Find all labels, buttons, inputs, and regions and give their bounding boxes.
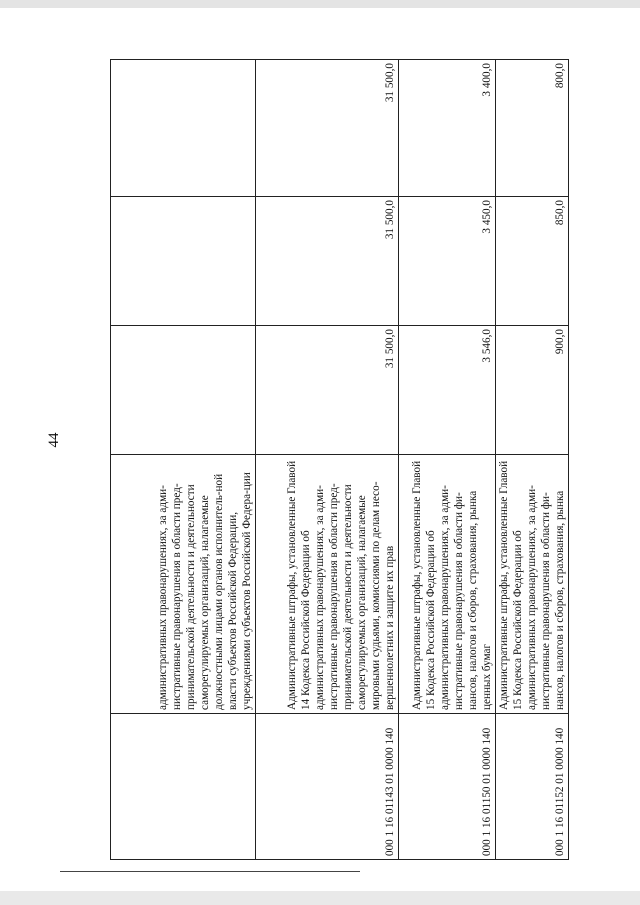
amount-cell-3: 800,0	[496, 60, 569, 197]
amount-cell-2: 3 450,0	[399, 197, 496, 326]
budget-code-cell: 000 1 16 01143 01 0000 140	[256, 714, 399, 860]
budget-revenue-table	[110, 59, 569, 860]
amount-cell-2: 31 500,0	[256, 197, 399, 326]
description-cell: Административные штрафы, установленные Главой 14 Кодекса Российской Федерации об административных правонарушениях, за адми-нистративные правонарушения в области пред-принимательской деятельности и деятельности саморегулируемых организаций, налагаемые мировыми судьями, комиссиями по делам несо-вершеннолетних и защите их прав	[256, 455, 399, 714]
page-footer-rule	[60, 871, 360, 872]
amount-cell-3	[111, 60, 256, 197]
amount-cell-3: 3 400,0	[399, 60, 496, 197]
scan-bottom-edge	[0, 891, 640, 905]
table-row	[111, 60, 256, 860]
amount-cell-2: 850,0	[496, 197, 569, 326]
page-number: 44	[46, 432, 62, 448]
table-row	[496, 60, 569, 860]
amount-cell-1: 31 500,0	[256, 326, 399, 455]
table-row	[256, 60, 399, 860]
budget-code-cell	[111, 714, 256, 860]
table-row	[399, 60, 496, 860]
description-cell: Административные штрафы, установленные Главой 15 Кодекса Российской Федерации об административных правонарушениях, за адми-нистративные правонарушения в области фи-нансов, налогов и сборов, страхования, рынка ценных бумаг	[399, 455, 496, 714]
description-cell: Административные штрафы, установленные Главой 15 Кодекса Российской Федерации об административных правонарушениях, за адми-нистративные правонарушения в области фи-нансов, налогов и сборов, страхования, рынка	[496, 455, 569, 714]
amount-cell-2	[111, 197, 256, 326]
budget-code-cell: 000 1 16 01150 01 0000 140	[399, 714, 496, 860]
amount-cell-1	[111, 326, 256, 455]
budget-code-cell: 000 1 16 01152 01 0000 140	[496, 714, 569, 860]
rotated-table-container	[110, 60, 566, 860]
amount-cell-1: 3 546,0	[399, 326, 496, 455]
scan-top-edge	[0, 0, 640, 8]
description-cell: административных правонарушениях, за адми-нистративные правонарушения в области пред-принимательской деятельности и деятельности саморегулируемых организаций, налагаемые должностными лицами органов исполнитель-ной власти субъектов Российской Федерации, учреждениями субъектов Российской Федера-ции	[111, 455, 256, 714]
amount-cell-1: 900,0	[496, 326, 569, 455]
amount-cell-3: 31 500,0	[256, 60, 399, 197]
